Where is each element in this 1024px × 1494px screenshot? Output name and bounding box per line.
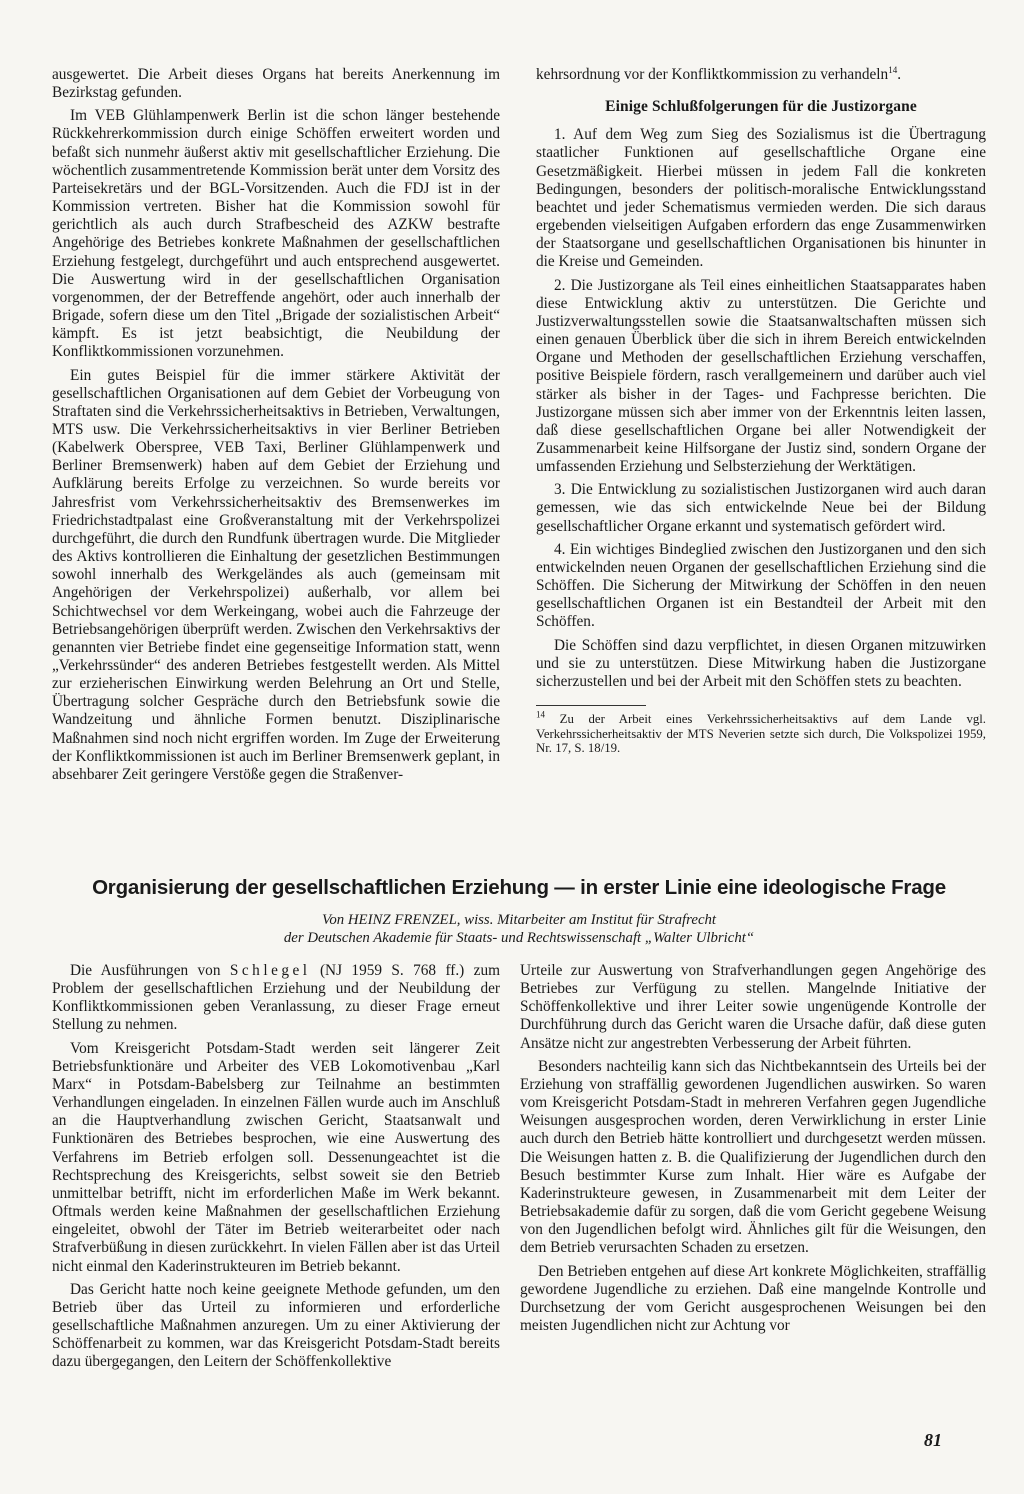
footnote-divider — [536, 705, 646, 706]
byline-line-2: der Deutschen Akademie für Staats- und Rechtswissenschaft „Walter Ulbricht“ — [283, 930, 755, 946]
paragraph: Ein gutes Beispiel für die immer stärkere Aktivität der gesellschaftlichen Organisationen auf dem Gebiet der Vorbeugung von Straftaten sind die Verkehrssicherheitsaktivs in Betrieben, Verwaltungen, MTS usw. Die Verkehrssicherheitsaktivs in vier Berliner Betrieben (Kabelwerk Oberspree, VEB Taxi, Berliner Glühlampenwerk und Berliner Bremsenwerk) haben auf dem Gebiet der Erziehung und Aufklärung bereits Erfolge zu verzeichnen. So wurde bereits vor Jahresfrist vom Verkehrssicherheitsaktiv des Bremsenwerkes im Friedrichstadtpalast eine Großveranstaltung mit der Verkehrspolizei durchgeführt, die durch den Rundfunk übertragen wurde. Die Mitglieder des Aktivs kontrollieren die Einhaltung der gesetzlichen Bestimmungen sowohl innerhalb des Werkgeländes als auch (gemeinsam mit Angehörigen der Verkehrspolizei) außerhalb, vor allem bei Schichtwechsel vor dem Werkeingang, wobei auch die Fahrzeuge der Betriebsangehörigen überprüft werden. Zwischen den Verkehrsaktivs der genannten vier Betriebe findet eine gegenseitige Information statt, wenn „Verkehrssünder“ des anderen Betriebes festgestellt werden. Als Mittel zur erzieherischen Einwirkung werden Belehrung an Ort und Stelle, Übertragung solcher Gespräche durch den Betriebsfunk sowie die Wandzeitung und ähnliche Formen benutzt. Disziplinarische Maßnahmen sind noch nicht ergriffen worden. Im Zuge der Erweiterung der Konfliktkommissionen ist auch im Berliner Bremsenwerk geplant, in absehbarer Zeit geringere Verstöße gegen die Straßenver- — [52, 366, 500, 783]
byline-line-1: Von HEINZ FRENZEL, wiss. Mitarbeiter am Institut für Strafrecht — [321, 912, 717, 928]
paragraph: Im VEB Glühlampenwerk Berlin ist die schon länger bestehende Rückkehrerkommission durch einige Schöffen erweitert worden und befaßt sich nunmehr äußerst aktiv mit gesellschaftlicher Erziehung. Die wöchentlich zusammentretende Kommission berät unter dem Vorsitz des Parteisekretärs und der BGL-Vorsitzenden. Auch die FDJ ist in der Kommission vertreten. Bisher hat die Kommission sowohl für gerichtlich als auch durch Strafbescheid des AZKW bestrafte Angehörige des Betriebes konkrete Maßnahmen der gesellschaftlichen Erziehung festgelegt, durchgeführt und auch entsprechend ausgewertet. Die Auswertung wird in der gesellschaftlichen Organisation vorgenommen, der der Betreffende angehört, oder auch innerhalb der Brigade, sofern diese um den Titel „Brigade der sozialistischen Arbeit“ kämpft. Es ist jetzt beabsichtigt, die Neubildung der Konfliktkommissionen vorzunehmen. — [52, 107, 500, 361]
paragraph — [52, 962, 500, 1035]
section-heading: Einige Schlußfolgerungen für die Justizorgane — [605, 98, 917, 116]
bottom-left-column — [52, 962, 500, 1376]
paragraph-rest: (NJ 1959 S. 768 ff.) zum Problem der gesellschaftlichen Erziehung und der Neubildung der Konfliktkommissionen geben Veranlassung, zu dieser Frage erneut Stellung zu nehmen. — [52, 962, 500, 1034]
paragraph-start: Die Ausführungen von — [70, 962, 221, 979]
paragraph: Urteile zur Auswertung von Strafverhandlungen gegen Angehörige des Betriebes zur Verfügung zu stellen. Mangelnde Initiative der Schöffenkollektive und ihrer Leiter sowie ungenügende Kontrolle der Durchführung durch das Gericht waren die Ursache dafür, daß diese guten Ansätze nicht zur angestrebten Verbesserung der Arbeit führten. — [520, 962, 986, 1052]
paragraph: ausgewertet. Die Arbeit dieses Organs hat bereits Anerkennung im Bezirkstag gefunden. — [52, 66, 500, 102]
article-title: Organisierung der gesellschaftlichen Erziehung — in erster Linie eine ideologische Frage — [92, 876, 946, 899]
top-left-column — [52, 66, 500, 789]
bottom-right-column — [520, 962, 986, 1340]
footnote-text: Zu der Arbeit eines Verkehrssicherheitsaktivs auf dem Lande vgl. Verkehrssicherheitsaktiv der MTS Neverien setzte sich durch, Die Volkspolizei 1959, Nr. 17, S. 18/19. — [536, 712, 986, 756]
numbered-paragraph: 3. Die Entwicklung zu sozialistischen Justizorganen wird auch daran gemessen, wie das sich entwickelnde Neue bei der Bildung gesellschaftlicher Organe erkannt und systematisch gefördert wird. — [536, 481, 986, 535]
page-number: 81 — [924, 1430, 942, 1450]
continued-text-end: . — [897, 66, 902, 83]
paragraph: Das Gericht hatte noch keine geeignete Methode gefunden, um den Betrieb über das Urteil zu informieren und erforderliche gesellschaftliche Maßnahmen anzuregen. Um zu einer Aktivierung der Schöffenarbeit zu kommen, war das Kreisgericht Potsdam-Stadt bereits dazu übergegangen, den Leitern der Schöffenkollektive — [52, 1280, 500, 1371]
footnote-mark: 14 — [536, 709, 545, 720]
continued-paragraph — [536, 66, 986, 84]
numbered-paragraph: 1. Auf dem Weg zum Sieg des Sozialismus ist die Übertragung staatlicher Funktionen auf gesellschaftliche Organe eine Gesetzmäßigkeit. Hierbei müssen in jedem Fall die konkreten Bedingungen, besonders der politisch-moralische Entwicklungsstand beachtet und jeder Schematismus vermieden werden. Die sich daraus ergebenden vielseitigen Aufgaben erfordern das enge Zusammenwirken der Staatsorgane und gesellschaftlichen Organisationen bis hinunter in die Kreise und Gemeinden. — [536, 126, 986, 271]
paragraph: Den Betrieben entgehen auf diese Art konkrete Möglichkeiten, straffällig gewordene Jugendliche zu erziehen. Daß eine mangelnde Kontrolle und Durchsetzung der vom Gericht ausgesprochenen Weisungen bei den meisten Jugendlichen nicht zur Achtung vor — [520, 1262, 986, 1334]
paragraph: Vom Kreisgericht Potsdam-Stadt werden seit längerer Zeit Betriebsfunktionäre und Arbeiter des VEB Lokomotivenbau „Karl Marx“ in Potsdam-Babelsberg zur Teilnahme an bestimmten Verhandlungen eingeladen. In einzelnen Fällen wurde auch im Anschluß an die Hauptverhandlung zwischen Gericht, Staatsanwalt und Funktionären des Betriebes besprochen, wie eine Auswertung des Verfahrens im Betrieb erfolgen soll. Dessenungeachtet ist die Rechtsprechung des Kreisgerichts, selbst soweit sie den Betrieb unmittelbar betrifft, nicht im erforderlichen Maße im Werk bekannt. Oftmals werden keine Maßnahmen der gesellschaftlichen Erziehung eingeleitet, obwohl der Täter im Betrieb weiterarbeitet oder nach Strafverbüßung in diesen zurückkehrt. In vielen Fällen aber ist das Urteil nicht einmal den Kaderinstrukteuren im Betrieb bekannt. — [52, 1039, 500, 1275]
numbered-paragraph: 4. Ein wichtiges Bindeglied zwischen den Justizorganen und den sich entwickelnden neuen Organen der gesellschaftlichen Erziehung sind die Schöffen. Die Sicherung der Mitwirkung der Schöffen in den neuen gesellschaftlichen Organen ist ein Bestandteil der Arbeit mit den Schöffen. — [536, 540, 986, 631]
footnote-reference: 14 — [888, 64, 898, 75]
article-byline — [52, 911, 986, 947]
paragraph: Die Schöffen sind dazu verpflichtet, in diesen Organen mitzuwirken und sie zu unterstützen. Diese Mitwirkung haben die Justizorgane sicherzustellen und bei der Arbeit mit den Schöffen stets zu beachten. — [536, 636, 986, 690]
author-name: Schlegel — [229, 962, 311, 979]
top-right-column — [536, 66, 986, 761]
footnote — [536, 709, 986, 756]
continued-text: kehrsordnung vor der Konfliktkommission zu verhandeln — [536, 66, 889, 83]
numbered-paragraph: 2. Die Justizorgane als Teil eines einheitlichen Staatsapparates haben diese Entwicklung aktiv zu unterstützen. Die Gerichte und Justizverwaltungsstellen sowie die Staatsanwaltschaften müssen sich einen genauen Überblick über die sich in ihrem Bereich entwickelnden Organe und Methoden der gesellschaftlichen Erziehung verschaffen, positive Beispiele fördern, rasch verallgemeinern und darüber auch viel stärker als bisher in der Tages- und Fachpresse berichten. Die Justizorgane müssen sich aber immer von der Erkenntnis leiten lassen, daß diese gesellschaftlichen Organe bei aller Notwendigkeit der Zusammenarbeit keine Hilfsorgane der Justiz sind, sondern Organe der umfassenden Erziehung und Selbsterziehung der Werktätigen. — [536, 276, 986, 476]
paragraph: Besonders nachteilig kann sich das Nichtbekanntsein des Urteils bei der Erziehung von straffällig gewordenen Jugendlichen auswirken. So waren vom Kreisgericht Potsdam-Stadt in mehreren Verfahren gegen Jugendliche Weisungen ausgesprochen worden, deren Verwirklichung in erster Linie auch durch den Betrieb hätte kontrolliert und durchgesetzt werden müssen. Die Weisungen hatten z. B. die Qualifizierung der Jugendlichen durch den Besuch bestimmter Kurse zum Inhalt. Hier wäre es Aufgabe der Kaderinstrukteure gewesen, in Zusammenarbeit mit dem Leiter der Betriebsakademie dafür zu sorgen, daß die vom Gericht gegebene Weisung von den Jugendlichen befolgt wird. Ähnliches gilt für die Weisungen, den dem Betrieb verursachten Schaden zu ersetzen. — [520, 1057, 986, 1257]
